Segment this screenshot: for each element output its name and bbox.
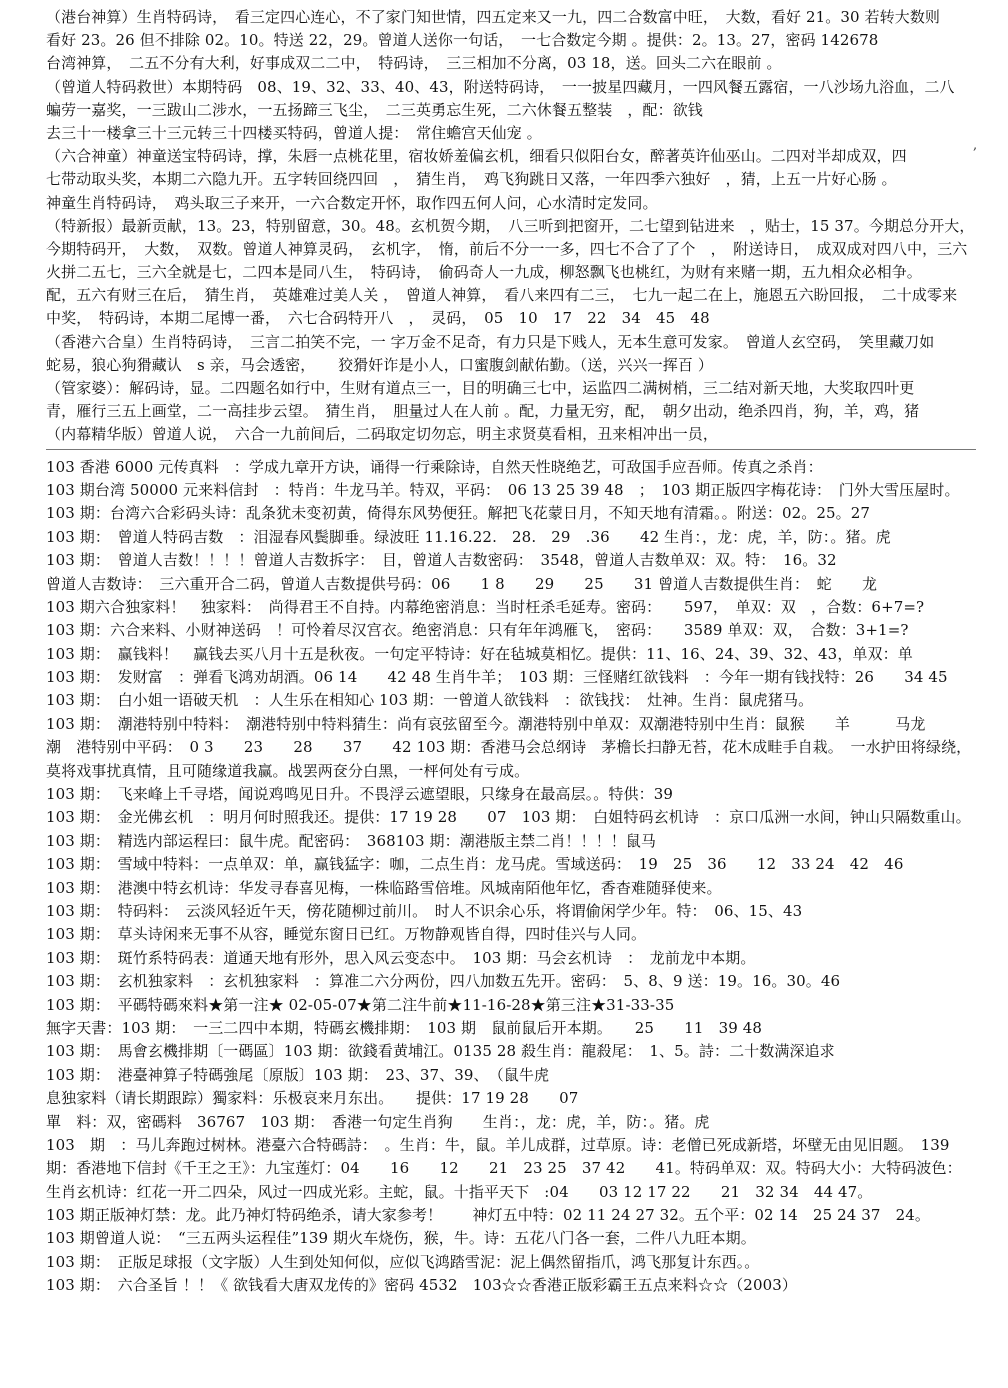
bottom-text-line: 103 期： 白小姐一语破天机 ：人生乐在相知心 103 期：一曾道人欲钱料 ：欲钱找： 灶神。生肖：鼠虎猪马。 <box>46 691 814 710</box>
top-text-line: 七带动取头奖，本期二六隐九开。五字转回绕四回 ， 猜生肖， 鸡飞狗跳日又落，一年四季六独好 ，猜，上五一片好心肠 。 <box>46 170 897 189</box>
bottom-text-line: 103 期正版神灯禁：龙。此乃神灯特码绝杀，请大家参考！ 神灯五中特：02 11 24 27 32。五个平：02 14 25 24 37 24。 <box>46 1206 931 1225</box>
bottom-text-line: 103 香港 6000 元传真料 ：学成九章开方诀，诵得一行乘除诗，自然天性晓绝艺，可敌国手应吾师。传真之杀肖： <box>46 457 823 476</box>
bottom-text-line: 103 期：六合来料、小财神送码 ！可怜着尽汉宫衣。绝密消息：只有年年鸿雁飞， 密码： 3589 单双：双， 合数：3+1=? <box>46 621 909 640</box>
section-top <box>46 6 988 447</box>
top-text-line: （曾道人特码救世）本期特码 08、19、32、33、40、43，附送特码诗， 一一披星四藏月，一四风餐五露宿，一八沙场九浴血，二八 <box>46 77 955 96</box>
stray-comma-mark: , <box>973 138 978 153</box>
bottom-text-line: 期：香港地下信封《千王之王》：九宝莲灯：04 16 12 21 23 25 37 42 41。特码单双：双。特码大小：大特码波色： <box>46 1159 962 1178</box>
bottom-text-line: 103 期：台湾六合彩码头诗：乱条犹未变初黄，倚得东风势便狂。解把飞花蒙日月，不知天地有清霜。。附送：02。25。27 <box>46 504 871 523</box>
top-text-line: 今期特码开， 大数， 双数。曾道人神算灵码， 玄机字， 惰，前后不分一一多，四七不合了了个 ， 附送诗日， 成双成对四八中，三六 <box>46 239 968 258</box>
bottom-text-line: 103 期： 曾道人特码吉数 ：泪湿春风鬓脚垂。绿波旺 11.16.22. 28. 29 .36 42 生肖：，龙：虎，羊，防：。猪。虎 <box>46 527 891 546</box>
bottom-text-line: 103 期 ：马儿奔跑过树林。港臺六合特碼詩： 。生肖：牛，鼠。羊儿成群，过草原。诗：老僧已死成新塔，坏壁无由见旧题。 139 <box>46 1135 950 1154</box>
top-text-line: 青，雁行三五上画堂，二一高挂步云望。 猜生肖， 胆量过人在人前 。配，力量无穷，配， 朝夕出动，绝杀四肖，狗，羊，鸡，猪 <box>46 402 920 421</box>
bottom-text-line: 103 期： 港澳中特玄机诗：华发寻春喜见梅，一株临路雪倍堆。风城南陌他年忆，香杳难随驿使来。 <box>46 878 722 897</box>
bottom-text-line: 103 期： 曾道人吉数！！！！曾道人吉数拆字： 目，曾道人吉数密码： 3548，曾道人吉数单双：双。特： 16。32 <box>46 551 837 570</box>
bottom-text-line: 103 期： 馬會玄機排期〔一碼區〕103 期：欲錢看黄埔江。0135 28 殺生肖：龍殺尾： 1、5。詩：二十数满深追求 <box>46 1042 835 1061</box>
bottom-text-line: 莫将戏事扰真情，且可随缘道我赢。战罢两奁分白黑，一枰何处有亏成。 <box>46 761 530 780</box>
bottom-text-line: 無字天書：103 期： 一三二四中本期，特碼玄機排期： 103 期 鼠前鼠后开本期。 25 11 39 48 <box>46 1018 763 1037</box>
bottom-text-line: 生肖玄机诗：红花一开二四朵，风过一四成光彩。主蛇，鼠。十指平天下 :04 03 12 17 22 21 32 34 44 47。 <box>46 1182 873 1201</box>
top-text-line: 看好 23。26 但不排除 02。10。特送 22，29。曾道人送你一句话， 一七合数定今期 。提供：2。13。27，密码 142678 <box>46 31 879 50</box>
bottom-text-line: 103 期六合独家料！ 独家料： 尚得君王不自持。内幕绝密消息：当时枉杀毛延寿。密码： 597， 单双：双 ，合数：6+7=? <box>46 597 925 616</box>
bottom-text-line: 103 期： 雪域中特料：一点单双：单，赢钱猛字：咖，二点生肖：龙马虎。雪域送码： 19 25 36 12 33 24 42 46 <box>46 855 904 874</box>
top-text-line: 蝙劳一嘉奖，一三跋山二涉水，一五扬蹄三飞尘， 二三英勇忘生死，二六休餐五整装 ，配：欲钱 <box>46 100 703 119</box>
top-text-line: （内幕精华版）曾道人说， 六合一九前间后，二码取定切勿忘，明主求贤莫看相，丑来相冲出一员， <box>46 425 719 444</box>
section-bottom <box>46 456 988 1298</box>
bottom-text-line: 單 料：双，密碼料 36767 103 期： 香港一句定生肖狗 生肖：，龙：虎，羊，防：。猪。虎 <box>46 1112 710 1131</box>
bottom-text-line: 潮 港特别中平码： 0 3 23 28 37 42 103 期：香港马会总纲诗 茅檐长扫静无苔，花木成畦手自栽。 一水护田将绿绕， <box>46 738 972 757</box>
bottom-text-line: 103 期： 港臺神算子特碼強尾〔原版〕103 期： 23、37、39、 （鼠牛虎 <box>46 1065 550 1084</box>
top-text-line: 火拼二五七，三六全就是七，二四本是同八生， 特码诗， 偷码奇人一九成，柳怒飘飞也桃红，为财有来赌一期，五九相众必相争。 <box>46 263 922 282</box>
bottom-text-line: 103 期： 潮港特别中特料： 潮港特别中特料猜生：尚有哀弦留至今。潮港特别中单双：双潮港特别中生肖：鼠猴 羊 马龙 <box>46 714 926 733</box>
section-divider <box>46 449 976 450</box>
bottom-text-line: 103 期： 正版足球报（文字版）人生到处知何似，应似飞鸿踏雪泥：泥上偶然留指爪，鸿飞那复计东西。。 <box>46 1252 760 1271</box>
bottom-text-line: 103 期： 六合圣旨 ！！《 欲钱看大唐双龙传的》密码 4532 103☆☆香港正版彩霸王五点来料☆☆（2003） <box>46 1276 797 1295</box>
bottom-text-line: 曾道人吉数诗： 三六重开合二码，曾道人吉数提供号码：06 1 8 29 25 31 曾道人吉数提供生肖： 蛇 龙 <box>46 574 878 593</box>
bottom-text-line: 103 期： 金光佛玄机 ：明月何时照我还。提供：17 19 28 07 103 期： 白姐特码玄机诗 ：京口瓜洲一水间，钟山只隔数重山。 <box>46 808 971 827</box>
bottom-text-line: 103 期： 精选内部运程曰：鼠牛虎。配密码： 368103 期：潮港版主禁二肖！！！！鼠马 <box>46 831 657 850</box>
top-text-line: 配，五六有财三在后， 猜生肖， 英雄难过美人关 ， 曾道人神算， 看八来四有二三， 七九一起二在上，施恩五六盼回报， 二十成零来 <box>46 286 958 305</box>
bottom-text-line: 103 期： 发财富 ：弹看飞鸿劝胡酒。06 14 42 48 生肖牛羊； 103 期：三怪赌红欲钱料 ：今年一期有钱找特：26 34 45 <box>46 668 948 687</box>
top-text-line: 蛇易，狼心狗猾藏认 s 亲，马会透密， 狡猾奸诈是小人，口蜜腹剑献佑勤。（送，兴兴一挥百 ） <box>46 355 713 374</box>
bottom-text-line: 103 期： 平碼特碼來料★第一注★ 02-05-07★第二注牛前★11-16-28★第三注★31-33-35 <box>46 995 675 1014</box>
bottom-text-line: 103 期： 草头诗闲来无事不从容，睡觉东窗日已红。万物静观皆自得，四时佳兴与人同。 <box>46 925 647 944</box>
bottom-text-line: 103 期： 斑竹系特码表：道通天地有形外，思入风云变态中。 103 期：马会玄机诗 ： 龙前龙中本期。 <box>46 948 756 967</box>
top-text-line: 去三十一楼拿三十三元转三十四楼买特码，曾道人提： 常住蟾宫天仙宠 。 <box>46 123 542 142</box>
top-text-line: 神童生肖特码诗， 鸡头取三子来开，一六合数定开怀，取作四五何人问，心水清时定发同。 <box>46 193 658 212</box>
bottom-text-line: 103 期台湾 50000 元来料信封 ：特肖：牛龙马羊。特双，平码： 06 13 25 39 48 ； 103 期正版四字梅花诗： 门外大雪压屋时。 <box>46 480 960 499</box>
bottom-text-line: 103 期曾道人说： “三五两头运程佳”139 期火车烧伤，猴，牛。诗：五花八门各一套，二件八九旺本期。 <box>46 1229 756 1248</box>
top-text-line: （六合神童）神童送宝特码诗，撑，朱唇一点桃花里，宿妆娇羞偏玄机，细看只似阳台女，醉著英许仙巫山。二四对半却成双，四 <box>46 147 907 166</box>
top-text-line: 台湾神算， 二五不分有大利，好事成双二二中， 特码诗， 三三相加不分离，03 18，送。回头二六在眼前 。 <box>46 54 782 73</box>
top-text-line: （特新报）最新贡献，13。23，特别留意，30。48。玄机贺今期， 八三听到把窗开，二七望到钻进来 ，贴士，15 37。今期总分开大， <box>46 216 975 235</box>
bottom-text-line: 103 期： 特码料： 云淡风轻近午天，傍花随柳过前川。 时人不识余心乐，将谓偷闲学少年。特： 06、15、43 <box>46 901 803 920</box>
bottom-text-line: 103 期： 玄机独家料 ：玄机独家料 ：算准二六分两份，四八加数五先开。密码： 5、8、9 送：19。16。30。46 <box>46 972 841 991</box>
bottom-text-line: 息独家料（请长期跟踪）獨家料：乐极哀来月东出。 提供：17 19 28 07 <box>46 1089 579 1108</box>
bottom-text-line: 103 期： 赢钱料！ 赢钱去买八月十五是秋夜。一句定平特诗：好在毡城莫相忆。提供：11、16、24、39、32、43，单双：单 <box>46 644 913 663</box>
top-text-line: （管家婆）：解码诗，显。二四题名如行中，生财有道点三一，目的明确三七中，运监四二满树梢，三二结对新天地，大奖取四叶更 <box>46 379 915 397</box>
top-text-line: （港台神算）生肖特码诗， 看三定四心连心，不了家门知世情，四五定来又一九，四二合数富中旺， 大数，看好 21。30 若转大数则 <box>46 8 941 26</box>
bottom-text-line: 103 期： 飞来峰上千寻塔，闻说鸡鸣见日升。不畏浮云遮望眼，只缘身在最高层。。特供：39 <box>46 785 673 804</box>
top-text-line: 中奖， 特码诗，本期二尾博一番， 六七合码特开八 ， 灵码， 05 10 17 22 34 45 48 <box>46 309 710 328</box>
top-text-line: （香港六合皇）生肖特码诗， 三言二拍笑不完，一 字万金不足奇，有力只是下贱人，无本生意可发家。 曾道人玄空码， 笑里藏刀如 <box>46 332 935 351</box>
